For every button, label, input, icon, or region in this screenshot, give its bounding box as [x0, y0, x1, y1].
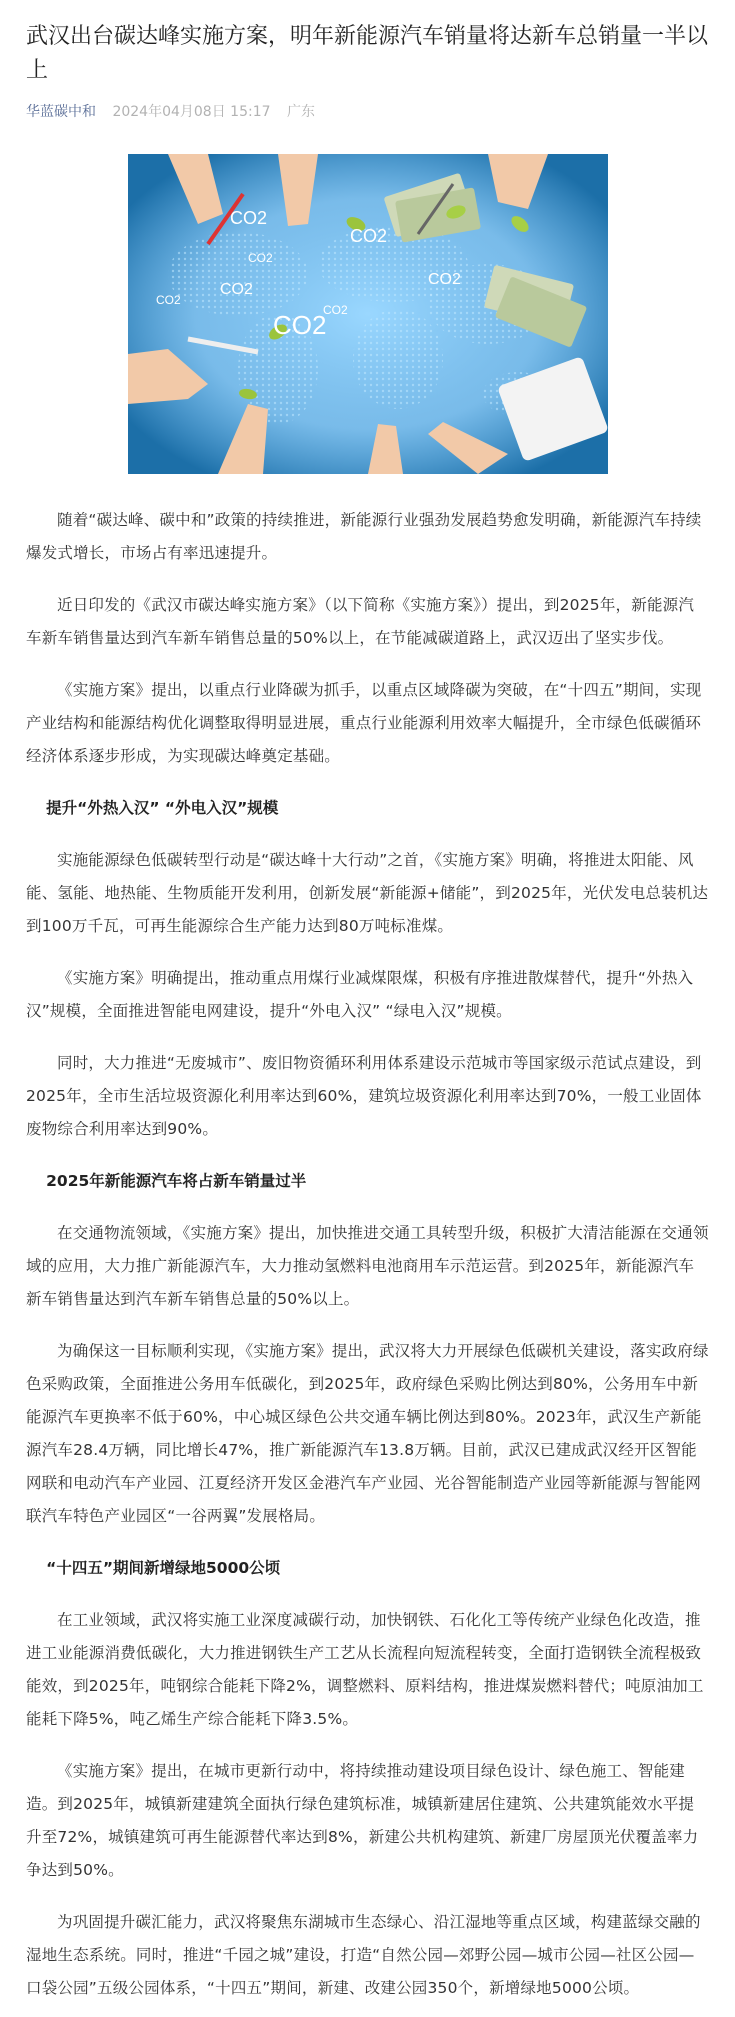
co2-label: CO2: [229, 208, 267, 228]
article-body: [26, 504, 709, 2005]
paragraph: 实施能源绿色低碳转型行动是“碳达峰十大行动”之首，《实施方案》明确，将推进太阳能、风能、氢能、地热能、生物质能开发利用，创新发展“新能源+储能”，到2025年，光伏发电总装机达到100万千瓦，可再生能源综合生产能力达到80万吨标准煤。: [26, 851, 709, 935]
article-title: 武汉出台碳达峰实施方案，明年新能源汽车销量将达新车总销量一半以上: [26, 24, 709, 83]
paragraph: 《实施方案》明确提出，推动重点用煤行业减煤限煤，积极有序推进散煤替代，提升“外热入汉”规模，全面推进智能电网建设，提升“外电入汉” “绿电入汉”规模。: [26, 969, 694, 1020]
co2-label: CO2: [427, 271, 461, 288]
paragraph: 《实施方案》提出，在城市更新行动中，将持续推动建设项目绿色设计、绿色施工、智能建造。到2025年，城镇新建建筑全面执行绿色建筑标准，城镇新建居住建筑、公共建筑能效水平提升至72%，城镇建筑可再生能源替代率达到8%，新建公共机构建筑、新建厂房屋顶光伏覆盖率力争达到50%。: [26, 1762, 699, 1879]
paragraph: 在交通物流领域，《实施方案》提出，加快推进交通工具转型升级，积极扩大清洁能源在交通领域的应用，大力推广新能源汽车，大力推动氢燃料电池商用车示范运营。到2025年，新能源汽车新车销售量达到汽车新车销售总量的50%以上。: [26, 1224, 709, 1308]
article-meta: [26, 102, 709, 122]
paragraph: 随着“碳达峰、碳中和”政策的持续推进，新能源行业强劲发展趋势愈发明确，新能源汽车持续爆发式增长，市场占有率迅速提升。: [26, 511, 702, 562]
paragraph: 《实施方案》提出，以重点行业降碳为抓手，以重点区域降碳为突破，在“十四五”期间，实现产业结构和能源结构优化调整取得明显进展，重点行业能源利用效率大幅提升，全市绿色低碳循环经济体系逐步形成，为实现碳达峰奠定基础。: [26, 681, 702, 765]
paragraph: 为巩固提升碳汇能力，武汉将聚焦东湖城市生态绿心、沿江湿地等重点区域，构建蓝绿交融的湿地生态系统。同时，推进“千园之城”建设，打造“自然公园—郊野公园—城市公园—社区公园—口袋公园”五级公园体系，“十四五”期间，新建、改建公园350个，新增绿地5000公顷。: [26, 1913, 701, 1997]
publish-date: 2024年04月08日 15:17: [112, 104, 271, 120]
co2-label: CO2: [219, 281, 253, 298]
section-heading: 提升“外热入汉” “外电入汉”规模: [46, 799, 279, 817]
co2-label: CO2: [247, 251, 273, 265]
paragraph: 同时，大力推进“无废城市”、废旧物资循环利用体系建设示范城市等国家级示范试点建设，到2025年，全市生活垃圾资源化利用率达到60%，建筑垃圾资源化利用率达到70%，一般工业固体废物综合利用率达到90%。: [26, 1054, 702, 1138]
co2-label: CO2: [272, 310, 326, 340]
paragraph: 为确保这一目标顺利实现，《实施方案》提出，武汉将大力开展绿色低碳机关建设，落实政府绿色采购政策，全面推进公务用车低碳化，到2025年，政府绿色采购比例达到80%，公务用车中新能源汽车更换率不低于60%，中心城区绿色公共交通车辆比例达到80%。2023年，武汉生产新能源汽车28.4万辆，同比增长47%，推广新能源汽车13.8万辆。目前，武汉已建成武汉经开区智能网联和电动汽车产业园、江夏经济开发区金港汽车产业园、光谷智能制造产业园等新能源与智能网联汽车特色产业园区“一谷两翼”发展格局。: [26, 1342, 709, 1525]
section-heading: “十四五”期间新增绿地5000公顷: [46, 1559, 281, 1577]
co2-label: CO2: [155, 293, 181, 307]
paragraph: 近日印发的《武汉市碳达峰实施方案》（以下简称《实施方案》）提出，到2025年，新能源汽车新车销售量达到汽车新车销售总量的50%以上，在节能减碳道路上，武汉迈出了坚实步伐。: [26, 596, 695, 647]
hero-image: [128, 154, 608, 474]
author-link[interactable]: 华蓝碳中和: [26, 104, 96, 120]
section-heading: 2025年新能源汽车将占新车销量过半: [46, 1172, 307, 1190]
paragraph: 在工业领域，武汉将实施工业深度减碳行动，加快钢铁、石化化工等传统产业绿色化改造，推进工业能源消费低碳化，大力推进钢铁生产工艺从长流程向短流程转变，全面打造钢铁全流程极致能效，到2025年，吨钢综合能耗下降2%，调整燃料、原料结构，推进煤炭燃料替代；吨原油加工能耗下降5%，吨乙烯生产综合能耗下降3.5%。: [26, 1611, 704, 1728]
co2-label: CO2: [349, 226, 387, 246]
co2-label: CO2: [322, 303, 348, 317]
publish-location: 广东: [286, 104, 315, 120]
